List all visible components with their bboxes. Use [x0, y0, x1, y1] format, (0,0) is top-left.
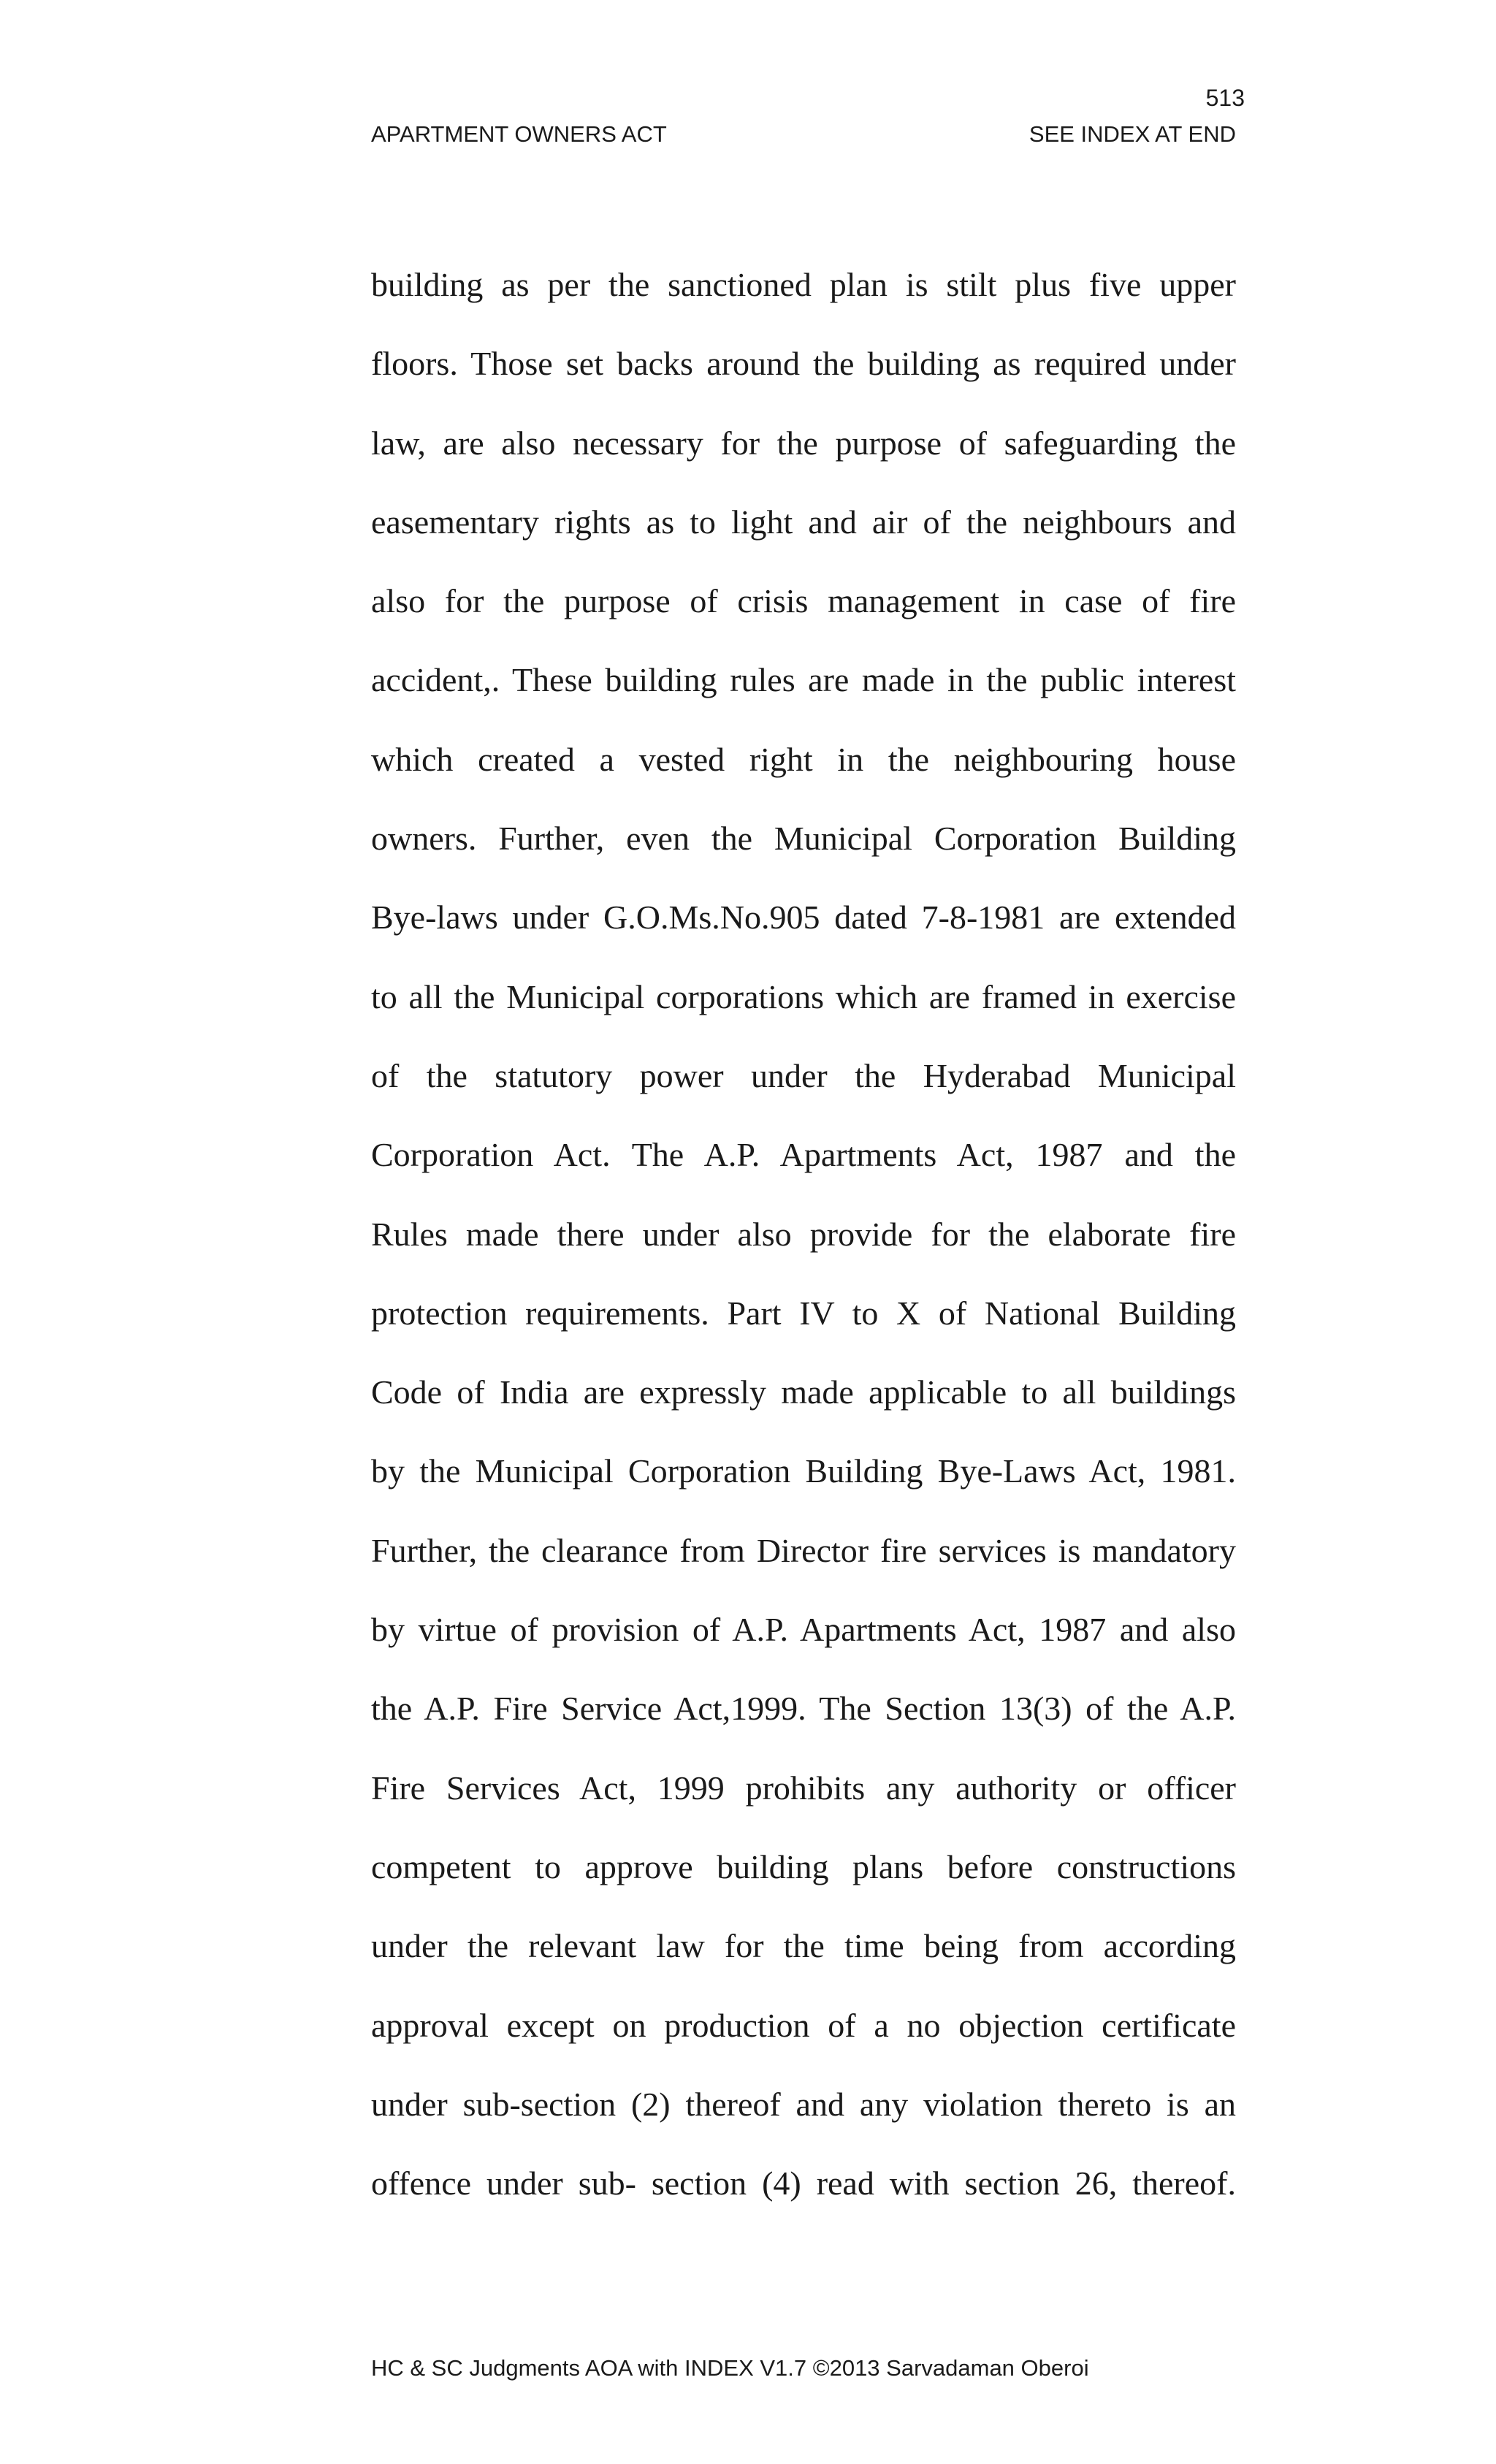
body-line: floors. Those set backs around the building as required under [371, 345, 1236, 383]
body-line: by the Municipal Corporation Building Bye-Laws Act, 1981. [371, 1452, 1236, 1490]
body-line: owners. Further, even the Municipal Corporation Building [371, 820, 1236, 858]
body-line: which created a vested right in the neighbouring house [371, 740, 1236, 778]
body-text [371, 262, 1236, 2239]
body-line: Bye-laws under G.O.Ms.No.905 dated 7-8-1981 are extended [371, 899, 1236, 937]
running-header [371, 123, 1236, 145]
body-line: easementary rights as to light and air of the neighbours and [371, 503, 1236, 541]
body-line: also for the purpose of crisis management in case of fire [371, 582, 1236, 620]
body-line: of the statutory power under the Hyderabad Municipal [371, 1056, 1236, 1094]
body-line: competent to approve building plans before constructions [371, 1847, 1236, 1885]
body-line: under the relevant law for the time being from according [371, 1927, 1236, 1965]
body-line: building as per the sanctioned plan is stilt plus five upper [371, 266, 1236, 303]
body-line: the A.P. Fire Service Act,1999. The Section 13(3) of the A.P. [371, 1690, 1236, 1728]
header-title: APARTMENT OWNERS ACT [371, 121, 667, 147]
body-line: Corporation Act. The A.P. Apartments Act, 1987 and the [371, 1136, 1236, 1174]
body-line: offence under sub- section (4) read with section 26, thereof. [371, 2164, 1236, 2202]
body-line: law, are also necessary for the purpose of safeguarding the [371, 424, 1236, 462]
body-line: Rules made there under also provide for the elaborate fire [371, 1215, 1236, 1253]
body-line: accident,. These building rules are made in the public interest [371, 661, 1236, 699]
body-line: approval except on production of a no objection certificate [371, 2006, 1236, 2044]
body-line: Further, the clearance from Director fire services is mandatory [371, 1531, 1236, 1569]
body-line: under sub-section (2) thereof and any violation thereto is an [371, 2085, 1236, 2123]
body-line: to all the Municipal corporations which are framed in exercise [371, 977, 1236, 1015]
header-index-note: SEE INDEX AT END [1028, 121, 1236, 147]
page-number: 513 [1205, 85, 1245, 111]
body-line: by virtue of provision of A.P. Apartments Act, 1987 and also [371, 1611, 1236, 1649]
page-footer: HC & SC Judgments AOA with INDEX V1.7 ©2013 Sarvadaman Oberoi [371, 2355, 1089, 2381]
body-line: Fire Services Act, 1999 prohibits any authority or officer [371, 1769, 1236, 1807]
body-line: protection requirements. Part IV to X of National Building [371, 1294, 1236, 1332]
body-line: Code of India are expressly made applicable to all buildings [371, 1373, 1236, 1411]
